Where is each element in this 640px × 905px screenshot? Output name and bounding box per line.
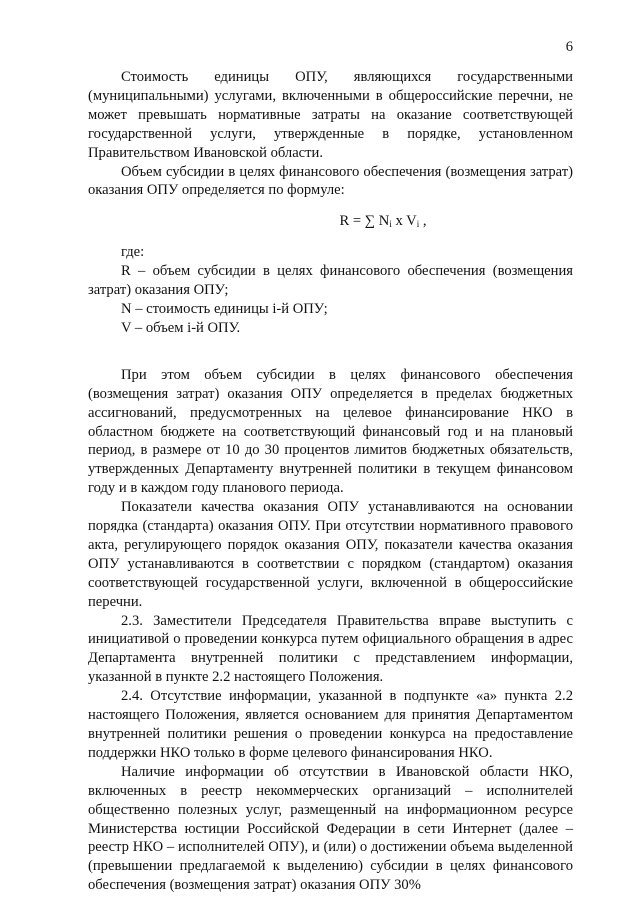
definition-intro: где: xyxy=(121,244,145,261)
formula-end: , xyxy=(419,213,427,230)
spacer xyxy=(88,338,573,366)
definition-item: V – объем i-й ОПУ. xyxy=(121,319,241,336)
definition-item: N – стоимость единицы i-й ОПУ; xyxy=(121,300,328,317)
formula-subscript: i xyxy=(389,219,392,230)
formula-mid: x V xyxy=(391,213,417,230)
definition-item: R – объем субсидии в целях финансового обеспечения (возмещения затрат) оказания ОПУ; xyxy=(88,263,573,299)
paragraph: При этом объем субсидии в целях финансового обеспечения (возмещения затрат) оказания ОПУ определяется в пределах бюджетных ассигнований, предусмотренных на целевое финансирование НКО в областном бюджете на соответствующий финансовый год и на плановый период, в размере от 10 до 30 процентов лимитов бюджетных обязательств, утвержденных Департаменту внутренней политики в текущем финансовом году и в каждом году планового периода. xyxy=(88,366,573,497)
formula-subscript: i xyxy=(416,219,420,230)
paragraph: Показатели качества оказания ОПУ устанавливаются на основании порядка (стандарта) оказания ОПУ. При отсутствии нормативного правового акта, регулирующего порядок оказания ОПУ, показатели качества оказания ОПУ устанавливаются в соответствии с порядком (стандартом) оказания соответствующей государственной услуги, включенной в общероссийские перечни. xyxy=(88,499,573,610)
document-body xyxy=(88,68,573,895)
paragraph: Объем субсидии в целях финансового обеспечения (возмещения затрат) оказания ОПУ определяется по формуле: xyxy=(88,163,573,199)
formula xyxy=(88,212,573,234)
formula-lhs: R = ∑ N xyxy=(339,213,390,230)
paragraph: 2.3. Заместители Председателя Правительства вправе выступить с инициативой о проведении конкурса путем официального обращения в адрес Департамента внутренней политики с представлением информации, указанной в пункте 2.2 настоящего Положения. xyxy=(88,612,573,686)
page-number: 6 xyxy=(565,39,573,55)
paragraph: Стоимость единицы ОПУ, являющихся государственными (муниципальными) услугами, включенными в общероссийские перечни, не может превышать нормативные затраты на оказание соответствующей государственной услуги, утвержденные в порядке, установленном Правительством Ивановской области. xyxy=(88,69,573,161)
paragraph: 2.4. Отсутствие информации, указанной в подпункте «а» пункта 2.2 настоящего Положения, является основанием для принятия Департаментом внутренней политики решения о проведении конкурса на предоставление поддержки НКО только в форме целевого финансирования НКО. xyxy=(88,688,573,761)
paragraph: Наличие информации об отсутствии в Ивановской области НКО, включенных в реестр некоммерческих организаций – исполнителей общественно полезных услуг, размещенный на информационном ресурсе Министерства юстиции Российской Федерации в сети Интернет (далее – реестр НКО – исполнителей ОПУ), и (или) о достижении объема выделенной (превышении предлагаемой к выделению) субсидии в целях финансового обеспечения (возмещения затрат) оказания ОПУ 30% xyxy=(88,763,573,894)
